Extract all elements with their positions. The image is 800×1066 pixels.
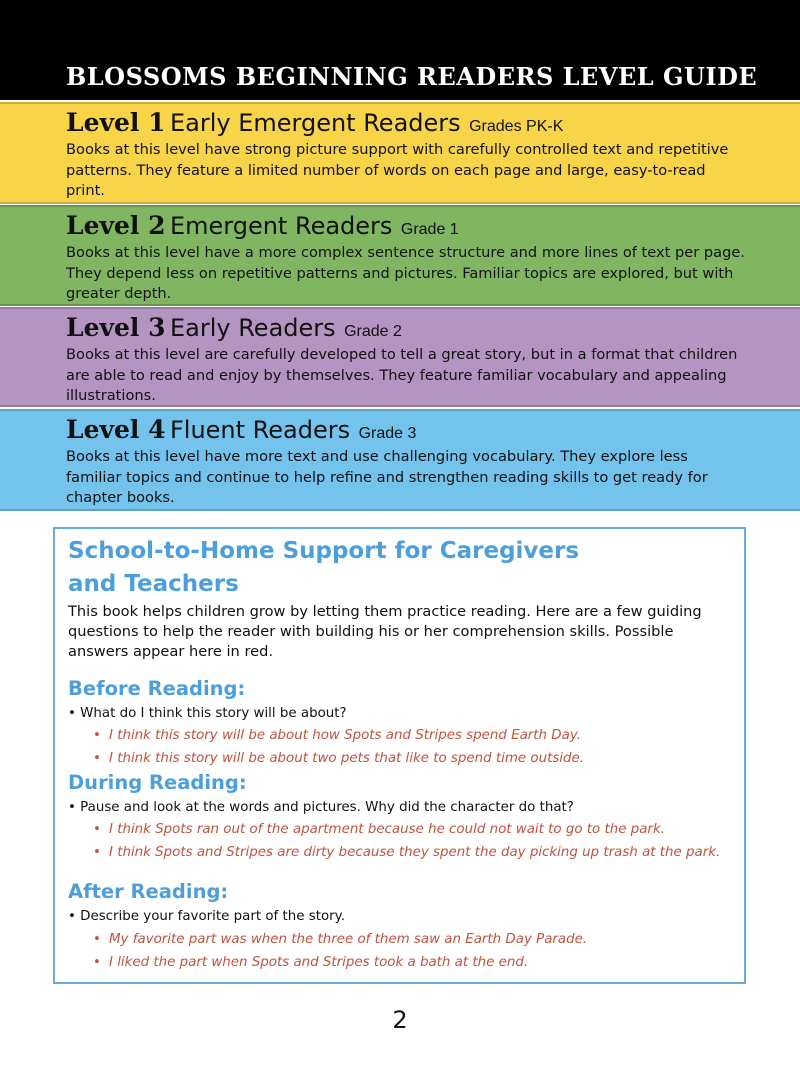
bullet-icon: • xyxy=(93,845,101,860)
answer-text: I think this story will be about two pets that like to spend time outside. xyxy=(109,751,585,766)
level-1-description: Books at this level have strong picture support with carefully controlled text and repetitive patterns. They feature a limited number of words on each page and large, easy-to-read print. xyxy=(66,141,729,199)
list-item xyxy=(93,750,733,767)
level-3-number: Level 3 xyxy=(66,313,166,342)
during-reading-question: • Pause and look at the words and pictures. Why did the character do that? xyxy=(68,800,574,815)
answer-text: I think this story will be about how Spots and Stripes spend Earth Day. xyxy=(109,728,581,743)
bullet-icon: • xyxy=(93,932,101,947)
level-2-name: Emergent Readers xyxy=(169,212,393,240)
bullet-icon: • xyxy=(93,822,101,837)
level-1-grade: Grades PK-K xyxy=(469,118,564,135)
level-1-title xyxy=(66,108,563,137)
after-reading-heading: After Reading: xyxy=(68,880,229,903)
level-2-band xyxy=(0,205,800,306)
before-reading-question: • What do I think this story will be about? xyxy=(68,706,347,721)
level-1-name: Early Emergent Readers xyxy=(169,109,461,137)
level-1-band xyxy=(0,102,800,204)
page-number: 2 xyxy=(392,1006,408,1034)
level-4-name: Fluent Readers xyxy=(169,416,351,444)
level-2-title xyxy=(66,211,459,240)
level-3-title xyxy=(66,313,402,342)
list-item xyxy=(93,821,733,838)
bullet-icon: • xyxy=(93,728,101,743)
support-intro: This book helps children grow by letting them practice reading. Here are a few guiding questions to help the reader with building his or her comprehension skills. Possible answers appear here in red. xyxy=(68,603,702,660)
page-header xyxy=(0,0,800,100)
level-4-grade: Grade 3 xyxy=(358,425,417,442)
level-2-description: Books at this level have a more complex sentence structure and more lines of text per page. They depend less on repetitive patterns and pictures. Familiar topics are explored, but with greater depth. xyxy=(66,244,745,302)
after-reading-question: • Describe your favorite part of the story. xyxy=(68,909,345,924)
bullet-icon: • xyxy=(93,955,101,970)
answer-text: I liked the part when Spots and Stripes took a bath at the end. xyxy=(109,955,529,970)
level-1-number: Level 1 xyxy=(66,108,166,137)
answer-text: I think Spots and Stripes are dirty because they spent the day picking up trash at the park. xyxy=(109,845,721,860)
answer-text: My favorite part was when the three of them saw an Earth Day Parade. xyxy=(109,932,588,947)
list-item xyxy=(93,954,733,971)
level-4-band xyxy=(0,409,800,511)
support-title: School-to-Home Support for Caregivers and Teachers xyxy=(68,538,580,597)
school-to-home-support-box xyxy=(53,527,746,984)
list-item xyxy=(93,727,733,744)
level-4-description: Books at this level have more text and use challenging vocabulary. They explore less familiar topics and continue to help refine and strengthen reading skills to get ready for chapter books. xyxy=(66,448,708,506)
list-item xyxy=(93,844,733,861)
after-reading-answers xyxy=(93,931,733,977)
during-reading-answers xyxy=(93,821,733,867)
before-reading-heading: Before Reading: xyxy=(68,677,246,700)
level-3-band xyxy=(0,307,800,407)
list-item xyxy=(93,931,733,948)
level-4-title xyxy=(66,415,416,444)
level-3-grade: Grade 2 xyxy=(344,323,402,340)
level-3-description: Books at this level are carefully developed to tell a great story, but in a format that children are able to read and enjoy by themselves. They feature familiar vocabulary and appealing illustrations. xyxy=(66,346,738,404)
bullet-icon: • xyxy=(93,751,101,766)
level-2-number: Level 2 xyxy=(66,211,166,240)
page-title: BLOSSOMS BEGINNING READERS LEVEL GUIDE xyxy=(66,62,758,91)
level-4-number: Level 4 xyxy=(66,415,166,444)
before-reading-answers xyxy=(93,727,733,773)
answer-text: I think Spots ran out of the apartment because he could not wait to go to the park. xyxy=(109,822,665,837)
during-reading-heading: During Reading: xyxy=(68,771,247,794)
level-3-name: Early Readers xyxy=(169,314,336,342)
level-2-grade: Grade 1 xyxy=(400,221,459,238)
